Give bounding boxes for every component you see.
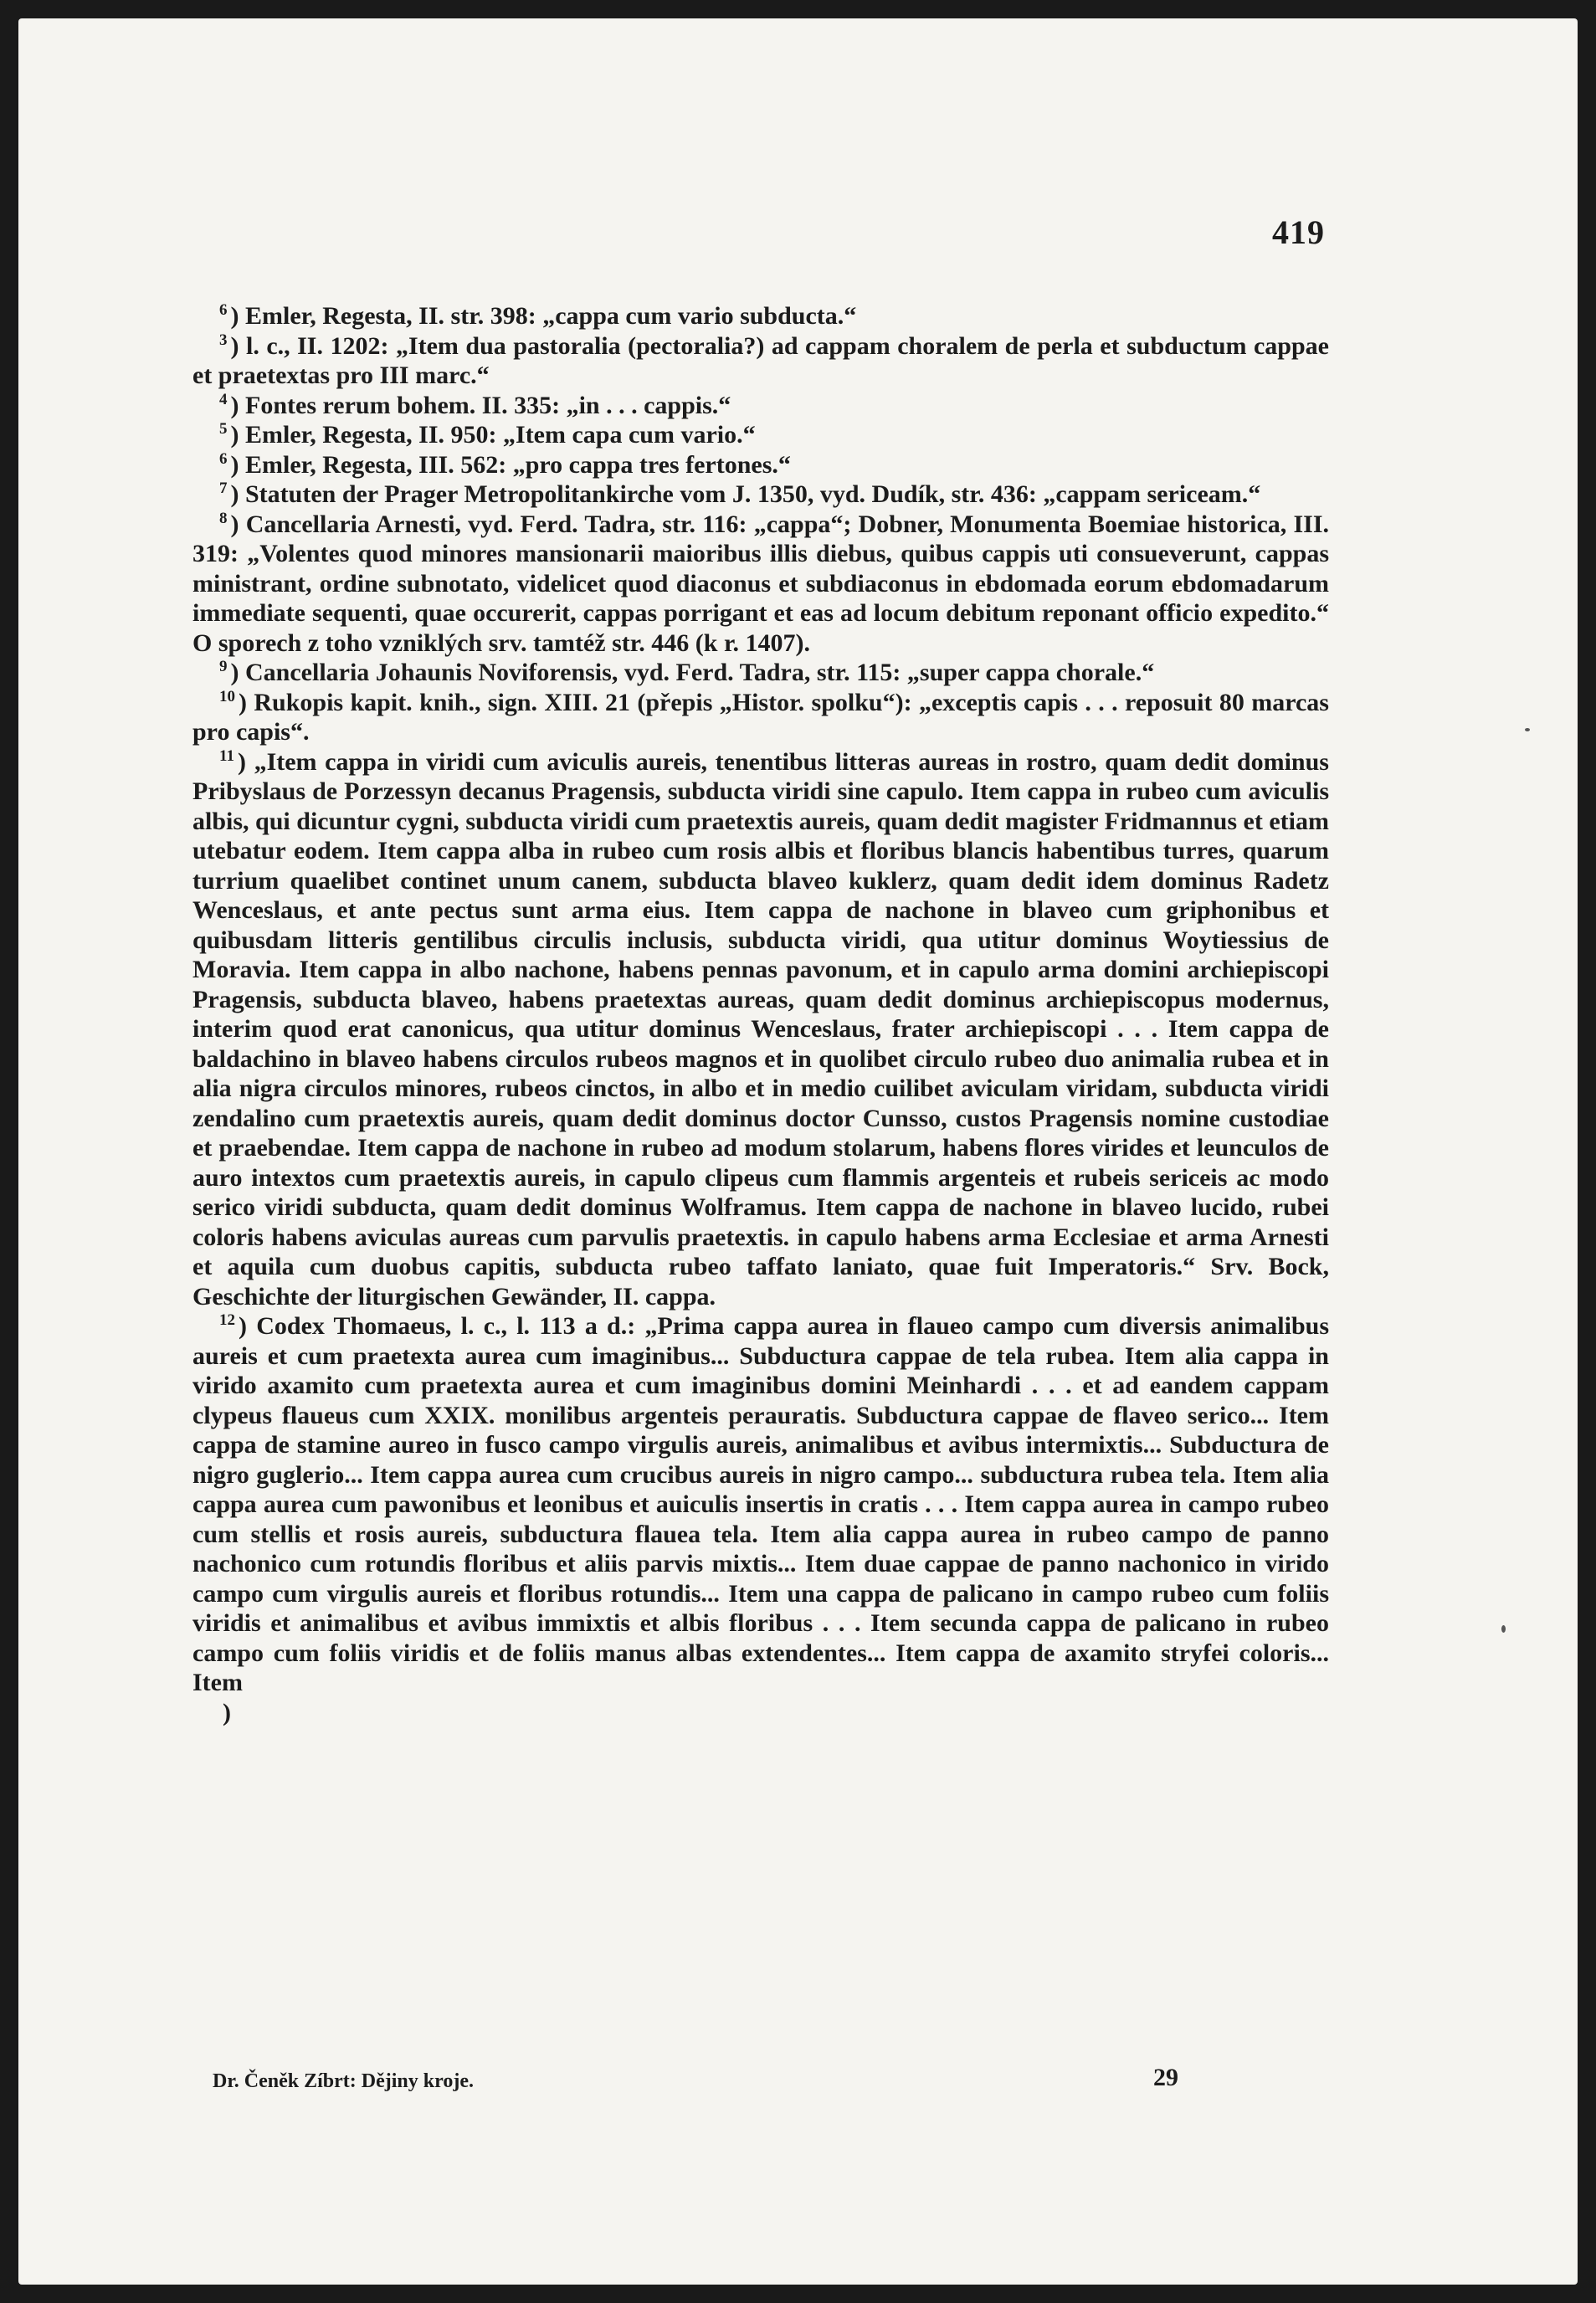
sheet-number: 29 [1153,2064,1178,2091]
footnote: $^{11}$ ) „Item cappa in viridi cum aviculis aureis, tenentibus litteras aureas in rostro, quam dedit dominus Pribyslaus de Porzessyn decanus Pragensis, subducta viridi sine capulo. Item cappa in rubeo cum aviculis albis, qui dicuntur cygni, subducta viridi cum praetextis aureis, quam dedit magister Fridmannus et etiam utebatur eodem. Item cappa alba in rubeo cum rosis albis et floribus blancis habentibus turres, quarum turrium quaelibet continet unum canem, subducta blaveo kuklerz, quam dedit idem dominus Radetz Wenceslaus, et ante pectus sunt arma eius. Item cappa de nachone in blaveo cum griphonibus et quibusdam litteris gentilibus circulis inclusis, subducta viridi, qua utitur dominus Woytiessius de Moravia. Item cappa in albo nachone, habens pennas pavonum, et in capulo arma domini archiepiscopi Pragensis, subducta blaveo, habens praetextas aureas, quam dedit dominus archiepiscopus modernus, interim quod erat canonicus, qua utitur dominus Wenceslaus, frater archiepiscopi . . . Item cappa de baldachino in blaveo habens circulos rubeos magnos et in quolibet circulo rubeo duo animalia rubea et in alia nigra circulos minores, rubeos cinctos, in albo et in medio cuilibet aviculam viridam, subducta viridi zendalino cum praetextis aureis, quam dedit dominus doctor Cunsso, custos Pragensis nomine custodiae et praebendae. Item cappa de nachone in rubeo ad modum stolarum, habens flores virides et leunculos de auro intextos cum praetextis aureis, in capulo clipeus cum flammis argenteis et rubeis sericeis ac modo serico viridi subducta, quam dedit dominus Wolframus. Item cappa de nachone in blaveo lucido, rubei coloris habens aviculas aureas cum parvulis praetextis. in capulo habens arma Ecclesiae et arma Arnesti et aquila cum duobus capitis, subducta rubeo taffato laniato, quae fuit Imperatoris.“ Srv. Bock, Geschichte der liturgischen Gewänder, II. cappa. [192,746,1329,1311]
footnote-text: Cancellaria Arnesti, vyd. Ferd. Tadra, str. 116: „cappa“; Dobner, Monumenta Boemiae historica, III. 319: „Volentes quod minores mansionarii maioribus illis diebus, quibus cappis uti consueverunt, cappas ministrant, ordine subnotato, videlicet quod diaconus et subdiaconus in ebdomada eorum ebdomadarum immediate sequenti, quae occurerit, cappas porrigant et eas ad locum debitum reponant officio expedito.“ O sporech z toho vzniklých srv. tamtéž str. 446 (k r. 1407). [192,510,1329,657]
footnote-marker: 12 [219,1311,235,1329]
footnote: $^6$ ) Emler, Regesta, II. str. 398: „cappa cum vario subducta.“ [219,301,857,330]
footnotes [192,301,1329,1727]
footnote: $^5$ ) Emler, Regesta, II. 950: „Item capa cum vario.“ [219,420,756,449]
footer-author-title: Dr. Čeněk Zíbrt: Dějiny kroje. [213,2070,474,2092]
footnote-text: Emler, Regesta, III. 562: „pro cappa tres fertones.“ [245,450,791,479]
footnote-marker: 6 [219,301,228,319]
footnote-text: Emler, Regesta, II. str. 398: „cappa cum vario subducta.“ [245,302,857,330]
footnote-marker: 5 [219,420,228,438]
footnote-marker: 8 [219,509,228,527]
footnote-text: Emler, Regesta, II. 950: „Item capa cum vario.“ [245,421,756,449]
footnote-marker: 6 [219,449,228,468]
footnote-marker: 7 [219,480,228,497]
footnote-marker: 10 [219,687,235,705]
footnote: $^{10}$ ) Rukopis kapit. knih., sign. XIII. 21 (přepis „Histor. spolku“): „exceptis capis . . . reposuit 80 marcas pro capis“. [192,687,1329,746]
footnote: $^7$ ) Statuten der Prager Metropolitankirche vom J. 1350, vyd. Dudík, str. 436: „cappam sericeam.“ [219,480,1261,508]
footnote: $^3$ ) l. c., II. 1202: „Item dua pastoralia (pectoralia?) ad cappam choralem de perla et subductum cappae et praetextas pro III marc.“ [192,331,1329,389]
footnote: $^4$ ) Fontes rerum bohem. II. 335: „in . . . cappis.“ [219,390,731,419]
footnote: $^9$ ) Cancellaria Johaunis Noviforensis, vyd. Ferd. Tadra, str. 115: „super cappa chorale.“ [219,658,1155,686]
footnote-text: Codex Thomaeus, l. c., l. 113 a d.: „Prima cappa aurea in flaueo campo cum diversis animalibus aureis et cum praetexta aurea cum imaginibus... Subductura cappae de tela rubea. Item alia cappa in virido axamito cum praetexta aurea et cum imaginibus domini Meinhardi . . . et ad eandem cappam clypeus flaueus cum XXIX. monilibus argenteis perauratis. Subductura cappae de flaveo serico... Item cappa de stamine aureo in fusco campo virgulis aureis, animalibus et avibus intermixtis... Subductura de nigro guglerio... Item cappa aurea cum crucibus aureis in nigro campo... subductura rubea tela. Item alia cappa aurea cum pawonibus et leonibus et auiculis insertis in cratis . . . Item cappa aurea in campo rubeo cum stellis et rosis aureis, subductura flauea tela. Item alia cappa aurea in rubeo campo de panno nachonico cum rotundis floribus et aliis parvis mixtis... Item duae cappae de panno nachonico in virido campo cum virgulis aureis et floribus rotundis... Item una cappa de palicano in campo rubeo cum foliis viridis et animalibus et avibus immixtis et albis floribus . . . Item secunda cappa de palicano in rubeo campo cum foliis viridis et de foliis manus albas extendentes... Item cappa de axamito stryfei coloris... Item [192,1312,1329,1696]
footnote: $^{12}$ ) Codex Thomaeus, l. c., l. 113 a d.: „Prima cappa aurea in flaueo campo cum diversis animalibus aureis et cum praetexta aurea cum imaginibus... Subductura cappae de tela rubea. Item alia cappa in virido axamito cum praetexta aurea et cum imaginibus domini Meinhardi . . . et ad eandem cappam clypeus flaueus cum XXIX. monilibus argenteis perauratis. Subductura cappae de flaveo serico... Item cappa de stamine aureo in fusco campo virgulis aureis, animalibus et avibus intermixtis... Subductura de nigro guglerio... Item cappa aurea cum crucibus aureis in nigro campo... subductura rubea tela. Item alia cappa aurea cum pawonibus et leonibus et auiculis insertis in cratis . . . Item cappa aurea in campo rubeo cum stellis et rosis aureis, subductura flauea tela. Item alia cappa aurea in rubeo campo de panno nachonico cum rotundis floribus et aliis parvis mixtis... Item duae cappae de panno nachonico in virido campo cum virgulis aureis et floribus rotundis... Item una cappa de palicano in campo rubeo cum foliis viridis et animalibus et avibus immixtis et albis floribus . . . Item secunda cappa de palicano in rubeo campo cum foliis viridis et de foliis manus albas extendentes... Item cappa de axamito stryfei coloris... Item [192,1311,1329,1696]
footnote: ) [223,1698,238,1726]
page-number: 419 [1272,213,1325,251]
footnote-marker: 11 [219,746,234,765]
footnote-text: Rukopis kapit. knih., sign. XIII. 21 (přepis „Histor. spolku“): „exceptis capis . . . reposuit 80 marcas pro capis“. [192,688,1329,746]
scan-speck [1525,728,1530,731]
footnote-text: „Item cappa in viridi cum aviculis aureis, tenentibus litteras aureas in rostro, quam dedit dominus Pribyslaus de Porzessyn decanus Pragensis, subducta viridi sine capulo. Item cappa in rubeo cum aviculis albis, qui dicuntur cygni, subducta viridi cum praetextis aureis, quam dedit magister Fridmannus et etiam utebatur eodem. Item cappa alba in rubeo cum rosis albis et floribus blancis habentibus turres, quarum turrium quaelibet continet unum canem, subducta blaveo kuklerz, quam dedit idem dominus Radetz Wenceslaus, et ante pectus sunt arma eius. Item cappa de nachone in blaveo cum griphonibus et quibusdam litteris gentilibus circulis inclusis, subducta viridi, qua utitur dominus Woytiessius de Moravia. Item cappa in albo nachone, habens pennas pavonum, et in capulo arma domini archiepiscopi Pragensis, subducta blaveo, habens praetextas aureas, quam dedit dominus archiepiscopus modernus, interim quod erat canonicus, qua utitur dominus Wenceslaus, frater archiepiscopi . . . Item cappa de baldachino in blaveo habens circulos rubeos magnos et in quolibet circulo rubeo duo animalia rubea et in alia nigra circulos minores, rubeos cinctos, in albo et in medio cuilibet aviculam viridam, subducta viridi zendalino cum praetextis aureis, quam dedit dominus doctor Cunsso, custos Pragensis nomine custodiae et praebendae. Item cappa de nachone in rubeo ad modum stolarum, habens flores virides et leunculos de auro intextos cum praetextis aureis, in capulo clipeus cum flammis argenteis et rubeis sericeis ac modo serico viridi subducta, quam dedit dominus Wolframus. Item cappa de nachone in blaveo lucido, rubei coloris habens aviculas aureas cum parvulis praetextis. in capulo habens arma Ecclesiae et arma Arnesti et aquila cum duobus capitis, subducta rubeo taffato laniato, quae fuit Imperatoris.“ Srv. Bock, Geschichte der liturgischen Gewänder, II. cappa. [192,747,1329,1311]
document-page [18,18,1578,2285]
scan-speck [1501,1625,1506,1633]
footnote: $^6$ ) Emler, Regesta, III. 562: „pro cappa tres fertones.“ [219,449,791,479]
footnote-marker: 9 [219,658,228,675]
footnote-text: Fontes rerum bohem. II. 335: „in . . . cappis.“ [245,391,731,419]
footnote-text: Cancellaria Johaunis Noviforensis, vyd. Ferd. Tadra, str. 115: „super cappa chorale.“ [245,659,1155,686]
footnote-text: Statuten der Prager Metropolitankirche vom J. 1350, vyd. Dudík, str. 436: „cappam sericeam.“ [245,480,1261,508]
footnote-text: l. c., II. 1202: „Item dua pastoralia (pectoralia?) ad cappam choralem de perla et subductum cappae et praetextas pro III marc.“ [192,331,1329,389]
footnote-marker: 4 [219,390,228,408]
footnote: $^8$ ) Cancellaria Arnesti, vyd. Ferd. Tadra, str. 116: „cappa“; Dobner, Monumenta Boemiae historica, III. 319: „Volentes quod minores mansionarii maioribus illis diebus, quibus cappis uti consueverunt, cappas ministrant, ordine subnotato, videlicet quod diaconus et subdiaconus in ebdomada eorum ebdomadarum immediate sequenti, quae occurerit, cappas porrigant et eas ad locum debitum reponant officio expedito.“ O sporech z toho vzniklých srv. tamtéž str. 446 (k r. 1407). [192,509,1329,657]
footnote-marker: 3 [219,331,228,349]
